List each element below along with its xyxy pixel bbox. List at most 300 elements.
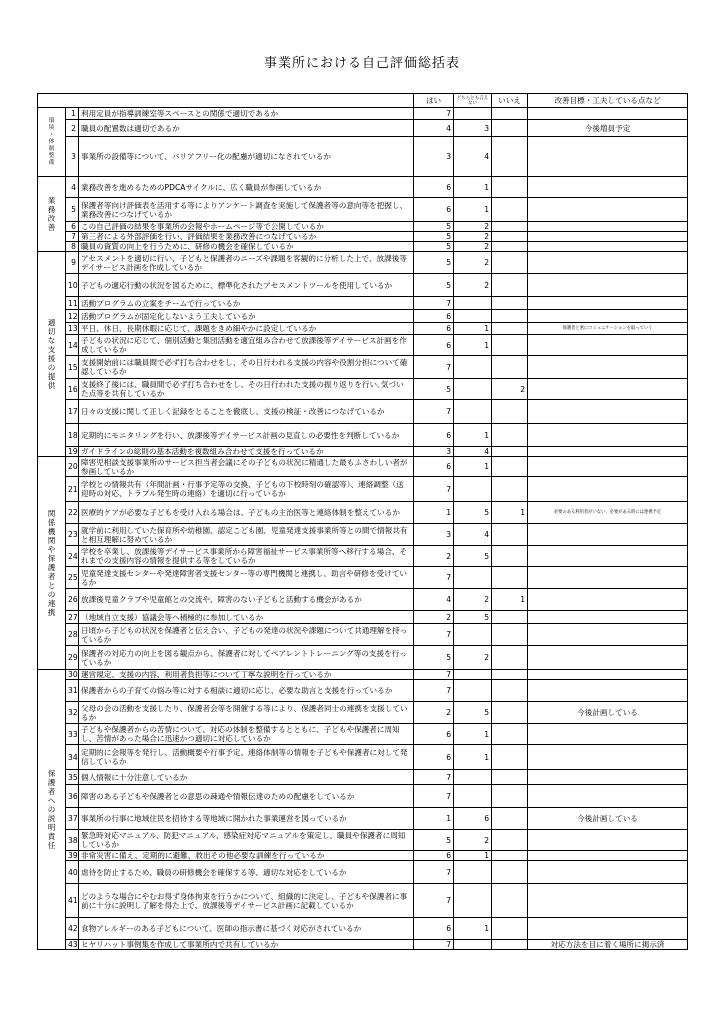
item-number: 15 bbox=[66, 356, 79, 379]
yes-count: 6 bbox=[414, 457, 454, 477]
no-count bbox=[492, 611, 528, 624]
question-text: 保護者等向け評価表を活用する等によりアンケート調査を実施して保護者等の意向等を把握し、業務改善につなげているか bbox=[79, 198, 414, 222]
question-text: 子どもの適応行動の状況を図るために、標準化されたアセスメントツールを使用しているか bbox=[79, 274, 414, 297]
neither-count: 2 bbox=[454, 242, 492, 252]
improvement-note bbox=[528, 310, 688, 323]
yes-count: 3 bbox=[414, 447, 454, 457]
question-text: 医療的ケアが必要な子どもを受け入れる場合は、子どもの主治医等と連絡体制を整えているか bbox=[79, 502, 414, 524]
neither-count bbox=[454, 670, 492, 680]
no-count bbox=[492, 785, 528, 808]
table-row bbox=[38, 646, 688, 670]
no-count bbox=[492, 646, 528, 670]
table-row bbox=[38, 242, 688, 252]
table-row bbox=[38, 702, 688, 724]
neither-count bbox=[454, 400, 492, 424]
no-count bbox=[492, 177, 528, 198]
header-blank bbox=[38, 94, 414, 108]
item-number: 4 bbox=[66, 177, 79, 198]
table-row bbox=[38, 297, 688, 310]
question-text: 事業所の行事に地域住民を招待する等地域に開かれた事業運営を図っているか bbox=[79, 808, 414, 830]
item-number: 32 bbox=[66, 702, 79, 724]
improvement-note bbox=[528, 252, 688, 274]
neither-count bbox=[454, 940, 492, 950]
question-text: 父母の会の活動を支援したり、保護者会等を開催する等により、保護者同士の連携を支援しているか bbox=[79, 702, 414, 724]
neither-count bbox=[454, 356, 492, 379]
neither-count: 1 bbox=[454, 457, 492, 477]
no-count bbox=[492, 567, 528, 589]
yes-count: 2 bbox=[414, 546, 454, 567]
yes-count: 5 bbox=[414, 232, 454, 242]
question-text: 児童発達支援センターや発達障害者支援センター等の専門機関と連携し、助言や研修を受けているか bbox=[79, 567, 414, 589]
question-text: 保護者の対応力の向上を図る観点から、保護者に対してペアレントトレーニング等の支援を行っているか bbox=[79, 646, 414, 670]
table-row bbox=[38, 611, 688, 624]
item-number: 18 bbox=[66, 424, 79, 447]
item-number: 6 bbox=[66, 222, 79, 232]
no-count bbox=[492, 108, 528, 120]
improvement-note bbox=[528, 274, 688, 297]
neither-count bbox=[454, 567, 492, 589]
yes-count: 6 bbox=[414, 323, 454, 335]
item-number: 8 bbox=[66, 242, 79, 252]
question-text: 緊急時対応マニュアル、防犯マニュアル、感染症対応マニュアルを策定し、職員や保護者に周知しているか bbox=[79, 830, 414, 851]
neither-count: 1 bbox=[454, 745, 492, 770]
neither-count: 6 bbox=[454, 808, 492, 830]
table-header-row bbox=[38, 94, 688, 108]
question-text: 学校を卒業し、放課後等デイサービス事業所から障害福祉サービス事業所等へ移行する場合、それまでの支援内容の情報を提供する等をしているか bbox=[79, 546, 414, 567]
no-count bbox=[492, 137, 528, 177]
neither-count: 2 bbox=[454, 589, 492, 611]
no-count bbox=[492, 198, 528, 222]
table-row bbox=[38, 851, 688, 861]
neither-count: 2 bbox=[454, 232, 492, 242]
no-count bbox=[492, 222, 528, 232]
table-row bbox=[38, 137, 688, 177]
table-row bbox=[38, 830, 688, 851]
item-number: 2 bbox=[66, 120, 79, 137]
question-text: 子どもや保護者からの苦情について、対応の体制を整備するとともに、子どもや保護者に周知し、苦情があった場合に迅速かつ適切に対応しているか bbox=[79, 724, 414, 745]
table-row bbox=[38, 120, 688, 137]
yes-count: 3 bbox=[414, 524, 454, 546]
no-count bbox=[492, 724, 528, 745]
improvement-note bbox=[528, 379, 688, 400]
improvement-note bbox=[528, 297, 688, 310]
table-row bbox=[38, 567, 688, 589]
table-row bbox=[38, 724, 688, 745]
item-number: 13 bbox=[66, 323, 79, 335]
item-number: 22 bbox=[66, 502, 79, 524]
question-text: 日頃から子どもの状況を保護者と伝え合い、子どもの発達の状況や課題について共通理解を持っているか bbox=[79, 624, 414, 646]
neither-count: 1 bbox=[454, 851, 492, 861]
yes-count: 5 bbox=[414, 274, 454, 297]
improvement-note bbox=[528, 457, 688, 477]
yes-count: 4 bbox=[414, 120, 454, 137]
yes-count: 7 bbox=[414, 861, 454, 884]
improvement-note bbox=[528, 830, 688, 851]
question-text: 職員の配置数は適切であるか bbox=[79, 120, 414, 137]
item-number: 17 bbox=[66, 400, 79, 424]
item-number: 34 bbox=[66, 745, 79, 770]
improvement-note bbox=[528, 851, 688, 861]
yes-count: 2 bbox=[414, 611, 454, 624]
item-number: 1 bbox=[66, 108, 79, 120]
yes-count: 6 bbox=[414, 424, 454, 447]
no-count bbox=[492, 680, 528, 702]
table-row bbox=[38, 624, 688, 646]
table-row bbox=[38, 274, 688, 297]
question-text: 支援開始前には職員間で必ず打ち合わせをし、その日行われる支援の内容や役割分担について確認しているか bbox=[79, 356, 414, 379]
improvement-note bbox=[528, 724, 688, 745]
neither-count bbox=[454, 861, 492, 884]
no-count: 1 bbox=[492, 502, 528, 524]
improvement-note bbox=[528, 477, 688, 502]
question-text: どのような場合にやむお得ず身体拘束を行うかについて、組織的に決定し、子どもや保護者に事前に十分に説明し了解を得た上で、放課後等デイサービス計画に記載しているか bbox=[79, 884, 414, 918]
table-row bbox=[38, 770, 688, 785]
item-number: 7 bbox=[66, 232, 79, 242]
table-row bbox=[38, 940, 688, 950]
no-count: 1 bbox=[492, 589, 528, 611]
yes-count: 5 bbox=[414, 830, 454, 851]
item-number: 19 bbox=[66, 447, 79, 457]
category-label: 業 務 改 善 bbox=[38, 177, 66, 252]
category-label: 環 境 ・ 体 制 整 備 bbox=[38, 108, 66, 177]
improvement-note bbox=[528, 242, 688, 252]
yes-count: 7 bbox=[414, 940, 454, 950]
yes-count: 7 bbox=[414, 770, 454, 785]
no-count bbox=[492, 242, 528, 252]
no-count bbox=[492, 274, 528, 297]
improvement-note bbox=[528, 861, 688, 884]
table-row bbox=[38, 310, 688, 323]
table-row bbox=[38, 335, 688, 356]
question-text: 事業所の設備等について、バリアフリー化の配慮が適切になされているか bbox=[79, 137, 414, 177]
no-count bbox=[492, 232, 528, 242]
improvement-note bbox=[528, 546, 688, 567]
item-number: 14 bbox=[66, 335, 79, 356]
improvement-note: 今後計画している bbox=[528, 702, 688, 724]
neither-count: 2 bbox=[454, 274, 492, 297]
improvement-note bbox=[528, 611, 688, 624]
neither-count bbox=[454, 310, 492, 323]
question-text: 利用定員が指導訓練室等スペースとの関係で適切であるか bbox=[79, 108, 414, 120]
improvement-note: 必要のある利用者がいない、必要がある時には連携予定 bbox=[528, 502, 688, 524]
table-row bbox=[38, 785, 688, 808]
table-row bbox=[38, 222, 688, 232]
yes-count: 6 bbox=[414, 745, 454, 770]
improvement-note bbox=[528, 198, 688, 222]
no-count bbox=[492, 400, 528, 424]
question-text: ガイドラインの総則の基本活動を複数組み合わせて支援を行っているか bbox=[79, 447, 414, 457]
yes-count: 6 bbox=[414, 177, 454, 198]
improvement-note bbox=[528, 589, 688, 611]
improvement-note bbox=[528, 670, 688, 680]
neither-count: 1 bbox=[454, 323, 492, 335]
item-number: 26 bbox=[66, 589, 79, 611]
item-number: 25 bbox=[66, 567, 79, 589]
neither-count: 1 bbox=[454, 198, 492, 222]
yes-count: 7 bbox=[414, 108, 454, 120]
item-number: 28 bbox=[66, 624, 79, 646]
yes-count: 7 bbox=[414, 567, 454, 589]
question-text: 活動プログラムの立案をチームで行っているか bbox=[79, 297, 414, 310]
neither-count: 4 bbox=[454, 137, 492, 177]
question-text: 学校との情報共有（年間計画・行事予定等の交換、子どもの下校時刻の確認等）、連絡調整（送迎時の対応、トラブル発生時の連絡）を適切に行っているか bbox=[79, 477, 414, 502]
yes-count: 7 bbox=[414, 477, 454, 502]
question-text: 個人情報に十分注意しているか bbox=[79, 770, 414, 785]
improvement-note bbox=[528, 567, 688, 589]
question-text: 活動プログラムが固定化しないよう工夫しているか bbox=[79, 310, 414, 323]
item-number: 43 bbox=[66, 940, 79, 950]
page-title: 事業所における自己評価総括表 bbox=[263, 56, 460, 71]
yes-count: 7 bbox=[414, 680, 454, 702]
item-number: 24 bbox=[66, 546, 79, 567]
improvement-note: 今後増員予定 bbox=[528, 120, 688, 137]
no-count bbox=[492, 884, 528, 918]
item-number: 30 bbox=[66, 670, 79, 680]
question-text: 非常災害に備え、定期的に避難、救出その他必要な訓練を行っているか bbox=[79, 851, 414, 861]
item-number: 38 bbox=[66, 830, 79, 851]
neither-count bbox=[454, 680, 492, 702]
improvement-note bbox=[528, 335, 688, 356]
table-row bbox=[38, 424, 688, 447]
table-row bbox=[38, 198, 688, 222]
item-number: 41 bbox=[66, 884, 79, 918]
neither-count: 5 bbox=[454, 546, 492, 567]
no-count bbox=[492, 297, 528, 310]
table-row bbox=[38, 447, 688, 457]
yes-count: 6 bbox=[414, 310, 454, 323]
item-number: 35 bbox=[66, 770, 79, 785]
table-row bbox=[38, 477, 688, 502]
yes-count: 1 bbox=[414, 502, 454, 524]
item-number: 37 bbox=[66, 808, 79, 830]
improvement-note bbox=[528, 108, 688, 120]
question-text: 障害児相談支援事業所のサービス担当者会議にその子どもの状況に精通した最もふさわしい者が参画しているか bbox=[79, 457, 414, 477]
neither-count: 4 bbox=[454, 447, 492, 457]
improvement-note bbox=[528, 177, 688, 198]
neither-count bbox=[454, 297, 492, 310]
no-count bbox=[492, 918, 528, 940]
table-row bbox=[38, 745, 688, 770]
question-text: （地域自立支援）協議会等へ積極的に参加しているか bbox=[79, 611, 414, 624]
improvement-note bbox=[528, 400, 688, 424]
no-count bbox=[492, 670, 528, 680]
improvement-note bbox=[528, 646, 688, 670]
yes-count: 7 bbox=[414, 624, 454, 646]
yes-count: 5 bbox=[414, 379, 454, 400]
neither-count: 5 bbox=[454, 611, 492, 624]
neither-count: 2 bbox=[454, 646, 492, 670]
no-count bbox=[492, 861, 528, 884]
item-number: 21 bbox=[66, 477, 79, 502]
neither-count: 4 bbox=[454, 524, 492, 546]
question-text: アセスメントを適切に行い、子どもと保護者のニーズや課題を客観的に分析した上で、放課後等デイサービス計画を作成しているか bbox=[79, 252, 414, 274]
neither-count: 1 bbox=[454, 918, 492, 940]
table-body bbox=[38, 108, 688, 950]
yes-count: 7 bbox=[414, 785, 454, 808]
table-row bbox=[38, 400, 688, 424]
no-count bbox=[492, 702, 528, 724]
item-number: 10 bbox=[66, 274, 79, 297]
question-text: 平日、休日、長期休暇に応じて、課題をきめ細やかに設定しているか bbox=[79, 323, 414, 335]
yes-count: 6 bbox=[414, 724, 454, 745]
question-text: この自己評価の結果を事業所の会報やホームページ等で公開しているか bbox=[79, 222, 414, 232]
no-count bbox=[492, 323, 528, 335]
item-number: 23 bbox=[66, 524, 79, 546]
neither-count: 1 bbox=[454, 335, 492, 356]
no-count bbox=[492, 745, 528, 770]
neither-count bbox=[454, 785, 492, 808]
neither-count: 3 bbox=[454, 120, 492, 137]
item-number: 5 bbox=[66, 198, 79, 222]
item-number: 27 bbox=[66, 611, 79, 624]
no-count bbox=[492, 252, 528, 274]
improvement-note: 今後計画している bbox=[528, 808, 688, 830]
neither-count bbox=[454, 770, 492, 785]
improvement-note bbox=[528, 770, 688, 785]
neither-count bbox=[454, 108, 492, 120]
yes-count: 7 bbox=[414, 356, 454, 379]
header-neither: どちらとも言えない bbox=[454, 94, 492, 108]
no-count bbox=[492, 546, 528, 567]
item-number: 33 bbox=[66, 724, 79, 745]
table-row bbox=[38, 808, 688, 830]
table-row bbox=[38, 232, 688, 242]
improvement-note bbox=[528, 524, 688, 546]
table-row bbox=[38, 680, 688, 702]
no-count bbox=[492, 851, 528, 861]
improvement-note bbox=[528, 137, 688, 177]
neither-count bbox=[454, 624, 492, 646]
table-row bbox=[38, 861, 688, 884]
question-text: 定期的に会報等を発行し、活動概要や行事予定、連絡体制等の情報を子どもや保護者に対して発信しているか bbox=[79, 745, 414, 770]
question-text: 職員の資質の向上を行うために、研修の機会を確保しているか bbox=[79, 242, 414, 252]
yes-count: 7 bbox=[414, 884, 454, 918]
table-row bbox=[38, 589, 688, 611]
no-count bbox=[492, 120, 528, 137]
question-text: 保護者からの子育ての悩み等に対する相談に適切に応じ、必要な助言と支援を行っているか bbox=[79, 680, 414, 702]
item-number: 36 bbox=[66, 785, 79, 808]
question-text: ヒヤリハット事例集を作成して事業所内で共有しているか bbox=[79, 940, 414, 950]
question-text: 定期的にモニタリングを行い、放課後等デイサービス計画の見直しの必要性を判断しているか bbox=[79, 424, 414, 447]
improvement-note bbox=[528, 356, 688, 379]
neither-count: 2 bbox=[454, 222, 492, 232]
item-number: 16 bbox=[66, 379, 79, 400]
yes-count: 5 bbox=[414, 646, 454, 670]
table-row bbox=[38, 918, 688, 940]
table-row bbox=[38, 356, 688, 379]
yes-count: 4 bbox=[414, 589, 454, 611]
header-yes: はい bbox=[414, 94, 454, 108]
neither-count: 1 bbox=[454, 724, 492, 745]
yes-count: 2 bbox=[414, 702, 454, 724]
no-count bbox=[492, 770, 528, 785]
neither-count bbox=[454, 477, 492, 502]
yes-count: 5 bbox=[414, 222, 454, 232]
category-label: 関 係 機 関 や 保 護 者 と の 連 携 bbox=[38, 457, 66, 670]
improvement-note: 対応方法を目に着く場所に掲示済 bbox=[528, 940, 688, 950]
question-text: 放課後児童クラブや児童館との交流や、障害のない子どもと活動する機会があるか bbox=[79, 589, 414, 611]
no-count bbox=[492, 624, 528, 646]
table-row bbox=[38, 252, 688, 274]
neither-count: 5 bbox=[454, 502, 492, 524]
yes-count: 5 bbox=[414, 242, 454, 252]
no-count bbox=[492, 424, 528, 447]
question-text: 運営規定、支援の内容、利用者負担等について丁寧な説明を行っているか bbox=[79, 670, 414, 680]
neither-count: 1 bbox=[454, 177, 492, 198]
neither-count: 2 bbox=[454, 252, 492, 274]
improvement-note bbox=[528, 785, 688, 808]
table-row bbox=[38, 502, 688, 524]
no-count bbox=[492, 830, 528, 851]
question-text: 第三者による外部評価を行い、評価結果を業務改善につなげているか bbox=[79, 232, 414, 242]
table-row bbox=[38, 524, 688, 546]
improvement-note bbox=[528, 884, 688, 918]
table-row bbox=[38, 379, 688, 400]
yes-count: 7 bbox=[414, 297, 454, 310]
table-row bbox=[38, 457, 688, 477]
item-number: 12 bbox=[66, 310, 79, 323]
item-number: 3 bbox=[66, 137, 79, 177]
improvement-note bbox=[528, 918, 688, 940]
table-row bbox=[38, 323, 688, 335]
improvement-note bbox=[528, 680, 688, 702]
question-text: 就学前に利用していた保育所や幼稚園、認定こども園、児童発達支援事業所等との間で情報共有と相互理解に努めているか bbox=[79, 524, 414, 546]
item-number: 9 bbox=[66, 252, 79, 274]
question-text: 虐待を防止するため、職員の研修機会を確保する等、適切な対応をしているか bbox=[79, 861, 414, 884]
no-count bbox=[492, 356, 528, 379]
item-number: 31 bbox=[66, 680, 79, 702]
yes-count: 6 bbox=[414, 335, 454, 356]
improvement-note bbox=[528, 222, 688, 232]
question-text: 障害のある子どもや保護者との意思の疎通や情報伝達のための配慮をしているか bbox=[79, 785, 414, 808]
yes-count: 1 bbox=[414, 808, 454, 830]
no-count bbox=[492, 335, 528, 356]
improvement-note bbox=[528, 624, 688, 646]
no-count bbox=[492, 447, 528, 457]
category-label: 保 護 者 へ の 説 明 責 任 bbox=[38, 670, 66, 950]
improvement-note bbox=[528, 424, 688, 447]
no-count bbox=[492, 940, 528, 950]
neither-count bbox=[454, 379, 492, 400]
table-row bbox=[38, 546, 688, 567]
self-evaluation-table bbox=[37, 93, 688, 950]
no-count bbox=[492, 524, 528, 546]
item-number: 20 bbox=[66, 457, 79, 477]
question-text: 日々の支援に関して正しく記録をとることを徹底し、支援の検証・改善につなげているか bbox=[79, 400, 414, 424]
header-no: いいえ bbox=[492, 94, 528, 108]
no-count bbox=[492, 457, 528, 477]
yes-count: 7 bbox=[414, 670, 454, 680]
improvement-note bbox=[528, 232, 688, 242]
yes-count: 5 bbox=[414, 252, 454, 274]
yes-count: 7 bbox=[414, 400, 454, 424]
table-row bbox=[38, 670, 688, 680]
neither-count: 5 bbox=[454, 702, 492, 724]
neither-count: 2 bbox=[454, 830, 492, 851]
no-count bbox=[492, 808, 528, 830]
item-number: 11 bbox=[66, 297, 79, 310]
yes-count: 6 bbox=[414, 918, 454, 940]
question-text: 食物アレルギーのある子どもについて、医師の指示書に基づく対応がされているか bbox=[79, 918, 414, 940]
yes-count: 6 bbox=[414, 198, 454, 222]
table-row bbox=[38, 884, 688, 918]
item-number: 40 bbox=[66, 861, 79, 884]
no-count bbox=[492, 477, 528, 502]
no-count bbox=[492, 310, 528, 323]
question-text: 業務改善を進めるためのPDCAサイクルに、広く職員が参画しているか bbox=[79, 177, 414, 198]
header-improve: 改善目標・工夫している点など bbox=[528, 94, 688, 108]
improvement-note bbox=[528, 447, 688, 457]
